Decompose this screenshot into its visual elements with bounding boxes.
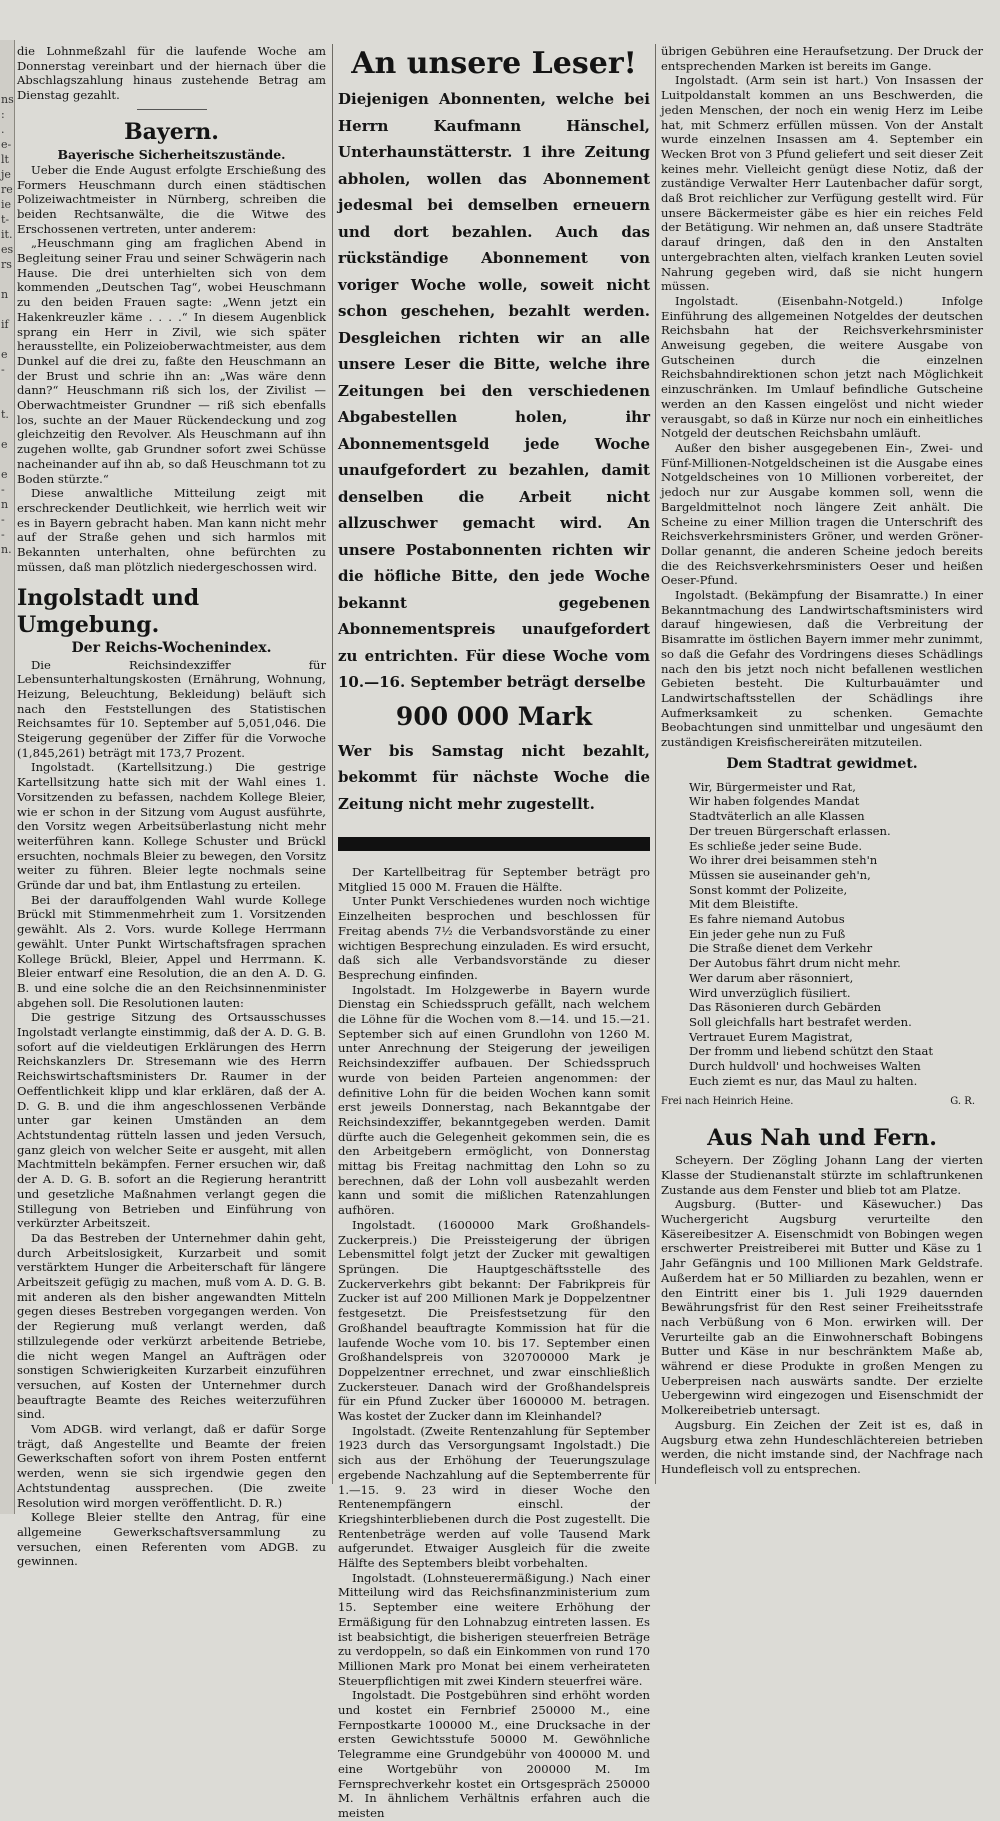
- appeal-title: An unsere Leser!: [351, 46, 637, 81]
- column-rule-1: [332, 44, 333, 1484]
- paragraph: Augsburg. Ein Zeichen der Zeit ist es, daß in Augsburg etwa zehn Hundeschlächtereien betrieben werden, die nicht imstande sind, der Nachfrage nach Hundefleisch voll zu entsprechen.: [661, 1417, 983, 1476]
- poem-line: Durch huldvoll' und hochweises Walten: [689, 1059, 921, 1074]
- poem-line: Wir haben folgendes Mandat: [689, 794, 860, 809]
- paragraph: Ingolstadt. (Zweite Rentenzahlung für September 1923 durch das Versorgungsamt Ingolstadt.) Die sich aus der Erhöhung der Teuerungszulage ergebende Nachzahlung auf die Septemberrente für 1.—15. 9. 23 wird in dieser Woche den Rentenempfängern einschl. der Kriegshinterbliebenen durch die Post zugestellt. Die Rentenbeträge werden auf volle Tausend Mark aufgerundet. Etwaiger Ausgleich für die zweite Hälfte des Septembers bleibt vorbehalten.: [338, 1423, 650, 1571]
- appeal-body: Diejenigen Abonnenten, welche bei Herrn Kaufmann Hänschel, Unterhaunstätterstr. 1 ihre Zeitung abholen, wollen das Abonnement jedesmal bei demselben erneuern und dort bezahlen. Auch das rückständige Abonnement von voriger Woche wolle, soweit nicht schon geschehen, bezahlt werden. Desgleichen richten wir an alle unsere Leser die Bitte, welche ihre Zeitungen bei den verschiedenen Abgabestellen holen, ihr Abonnementsgeld jede Woche unaufgefordert zu bezahlen, damit denselben die Arbeit nicht allzuschwer gemacht wird. An unsere Postabonnenten richten wir die höfliche Bitte, den jede Woche bekannt gegebenen Abonnementspreis unaufgefordert zu entrichten. Für diese Woche vom 10.—16. September beträgt derselbe: [338, 90, 650, 691]
- poem-line: Wo ihrer drei beisammen steh'n: [689, 853, 878, 868]
- paragraph: Ingolstadt. (Lohnsteuerermäßigung.) Nach einer Mitteilung wird das Reichsfinanzministerium zum 15. September eine weitere Erhöhung der Ermäßigung für den Lohnabzug eintreten lassen. Es ist beabsichtigt, die bisherigen steuerfreien Beträge zu verdoppeln, so daß ein Einkommen von rund 170 Millionen Mark pro Monat bei einem verheirateten Steuerpflichtigen mit zwei Kindern steuerfrei wäre.: [338, 1570, 650, 1688]
- poem-line: Mit dem Bleistifte.: [689, 897, 799, 912]
- paragraph: Unter Punkt Verschiedenes wurden noch wichtige Einzelheiten besprochen und beschlossen für Freitag abends 7½ die Verbandsvorstände zu einer wichtigen Besprechung einzuladen. Es wird ersucht, daß sich alle Verbandsvorstände zu dieser Besprechung einfinden.: [338, 894, 650, 982]
- paragraph: Ingolstadt. (Arm sein ist hart.) Von Insassen der Luitpoldanstalt kommen an uns Beschwerden, die jeden Menschen, der noch ein wenig Herz im Leibe hat, mit Schmerz erfüllen müssen. Von der Anstalt wurde einzelnen Insassen am 4. September ein Wecken Brot von 3 Pfund geliefert und seit dieser Zeit keines mehr. Vielleicht genügt diese Notiz, daß der zuständige Verwalter Herr Lautenbacher dafür sorgt, daß Brot reichlicher zur Verfügung gestellt wird. Für unsere Bäckermeister gäbe es hier ein reiches Feld der Betätigung. Wir nehmen an, daß unsere Stadträte darauf dringen, daß den in den Anstalten untergebrachten alten, vielfach kranken Leuten soviel Nahrung gegeben wird, daß sie nicht hungern müssen.: [661, 73, 983, 294]
- separator: [137, 109, 207, 110]
- black-rule: [338, 837, 650, 851]
- cut-off-characters: ns : . e- lt je re ie t- it. es rs n if e - t. e e - n - - n.: [1, 93, 14, 556]
- paragraph: Ingolstadt. Im Holzgewerbe in Bayern wurde Dienstag ein Schiedsspruch gefällt, nach welchem die Löhne für die Wochen vom 8.—14. und 15.—21. September sich auf einen Grundlohn von 1260 M. unter Anrechnung der Steigerung der jeweiligen Reichsindexziffer aufbauen. Der Schiedsspruch wurde von beiden Parteien angenommen: der definitive Lohn für die beiden Wochen kann somit erst jeweils Donnerstag, nach Bekanntgabe der Reichsindexziffer, bekanntgegeben werden. Damit dürfte auch die Gelegenheit gekommen sein, die es den Arbeitgebern ermöglicht, von Donnerstag mittag bis Freitag nachmittag den Lohn so zu berechnen, daß der Lohn voll ausbezahlt werden kann und somit die mißlichen Ratenzahlungen aufhören.: [338, 982, 650, 1218]
- paragraph: „Heuschmann ging am fraglichen Abend in Begleitung seiner Frau und seiner Schwägerin nach Hause. Die drei unterhielten sich von dem kommenden „Deutschen Tag“, wobei Heuschmann zu den beiden Frauen sagte: „Wenn jetzt ein Hakenkreuzler käme . . . .“ In diesem Augenblick sprang ein Herr in Zivil, wie sich später herausstellte, ein Polizeioberwachtmeister, aus dem Dunkel auf die drei zu, faßte den Heuschmann an der Brust und schrie ihn an: „Was wäre denn dann?“ Heuschmann riß sich los, der Zivilist — Oberwachtmeister Grundner — riß sich ebenfalls los, suchte an der Mauer Rückendeckung und zog gleichzeitig den Revolver. Als Heuschmann auf ihn zugehen wollte, gab Grundner sofort zwei Schüsse nacheinander auf ihn ab, so daß Heuschmann tot zu Boden stürzte.“: [17, 236, 326, 486]
- paragraph: Außer den bisher ausgegebenen Ein-, Zwei- und Fünf-Millionen-Notgeldscheinen ist die Ausgabe eines Notgeldscheines von 10 Millionen vorbereitet, der jedoch nur zur Ausgabe kommen soll, wenn die Bargeldmittelnot noch längere Zeit anhält. Die Scheine zu einer Million tragen die Unterschrift des Reichsverkehrsministers Gröner, und werden Gröner-Dollar genannt, die anderen Scheine jedoch bereits die des Reichsverkehrsministers Oeser und heißen Oeser-Pfund.: [661, 440, 983, 588]
- poem: [689, 780, 983, 1089]
- paragraph: Ingolstadt. (Kartellsitzung.) Die gestrige Kartellsitzung hatte sich mit der Wahl eines 1. Vorsitzenden zu befassen, nachdem Kollege Bleier, wie er schon in der Sitzung vom August ausführte, den Vorsitz wegen Arbeitsüberlastung nicht mehr weiterführen kann. Kollege Schuster und Brückl ersuchten, nochmals Bleier zu bewegen, den Vorsitz weiter zu führen. Bleier legte nochmals seine Gründe dar und bat, ihm Entlastung zu erteilen.: [17, 760, 326, 893]
- paragraph: Diese anwaltliche Mitteilung zeigt mit erschreckender Deutlichkeit, wie herrlich weit wir es in Bayern gebracht haben. Man kann nicht mehr auf der Straße gehen und sich harmlos mit Bekannten unterhalten, ohne befürchten zu müssen, daß man plötzlich niedergeschossen wird.: [17, 486, 326, 574]
- poem-line: Das Räsonieren durch Gebärden: [689, 1000, 882, 1015]
- paragraph: Augsburg. (Butter- und Käsewucher.) Das Wuchergericht Augsburg verurteilte den Käsereibesitzer A. Eisenschmidt von Bobingen wegen erschwerter Preistreiberei mit Butter und Käse zu 1 Jahr Gefängnis und 100 Millionen Mark Geldstrafe. Außerdem hat er 50 Milliarden zu bezahlen, wenn er den Eintritt einer bis 1. Juli 1929 dauernden Bewährungsfrist für den Rest seiner Freiheitsstrafe nach Verbüßung von 6 Mon. erwirken will. Der Verurteilte gab an die Einwohnerschaft Bobingens Butter und Käse in nur beschränktem Maße ab, während er diese Produkte in großen Mengen zu Ueberpreisen nach auswärts sandte. Der erzielte Uebergewinn wird eingezogen und Eisenschmidt der Molkereibetrieb untersagt.: [661, 1197, 983, 1418]
- poem-line: Müssen sie auseinander geh'n,: [689, 867, 871, 882]
- paragraph: Scheyern. Der Zögling Johann Lang der vierten Klasse der Studienanstalt stürzte im schlaftrunkenen Zustande aus dem Fenster und blieb tot am Platze.: [661, 1153, 983, 1197]
- poem-line: Wer darum aber räsonniert,: [689, 970, 854, 985]
- appeal-amount: 900 000 Mark: [395, 701, 593, 731]
- poem-credit: [661, 1095, 975, 1110]
- column-rule-2: [655, 44, 656, 1484]
- section-heading-bayern: Bayern.: [124, 118, 219, 145]
- column-right: [661, 44, 983, 1504]
- article-continuation: übrigen Gebühren eine Heraufsetzung. Der Druck der entsprechenden Marken ist bereits im Gange.: [661, 44, 983, 73]
- paragraph: Ingolstadt. Die Postgebühren sind erhöht worden und kostet ein Fernbrief 250000 M., eine Fernpostkarte 100000 M., eine Drucksache in der ersten Gewichtsstufe 50000 M. Gewöhnliche Telegramme eine Grundgebühr von 400000 M. und eine Wortgebühr von 200000 M. Im Fernsprechverkehr kostet ein Ortsgespräch 250000 M. In ähnlichem Verhältnis erfahren auch die meisten: [338, 1688, 650, 1820]
- article-heading: Bayerische Sicherheitszustände.: [57, 146, 286, 162]
- section-heading-aus-nah-und-fern: Aus Nah und Fern.: [707, 1125, 937, 1152]
- paragraph: Ueber die Ende August erfolgte Erschießung des Formers Heuschmann durch einen städtischen Polizeiwachtmeister in Nürnberg, schreiben die beiden Rechtsanwälte, die die Witwe des Erschossenen vertreten, unter anderem:: [17, 162, 326, 236]
- appeal-closing: Wer bis Samstag nicht bezahlt, bekommt für nächste Woche die Zeitung nicht mehr zugestellt.: [338, 741, 650, 813]
- section-heading-ingolstadt: Ingolstadt und Umgebung.: [17, 584, 200, 638]
- column-middle: [338, 44, 650, 1820]
- paragraph: Ingolstadt. (Eisenbahn-Notgeld.) Infolge Einführung des allgemeinen Notgeldes der deutschen Reichsbahn hat der Reichsverkehrsminister Anweisung gegeben, die weitere Ausgabe von Gutscheinen durch die einzelnen Reichsbahndirektionen schon jetzt nach Möglichkeit einzuschränken. Im Umlauf befindliche Gutscheine werden an den Kassen eingelöst und nicht wieder verausgabt, so daß in Kürze nur noch ein einheitliches Notgeld der deutschen Reichsbahn umläuft.: [661, 293, 983, 441]
- poem-line: Es fahre niemand Autobus: [689, 912, 845, 927]
- paragraph: Kollege Bleier stellte den Antrag, für eine allgemeine Gewerkschaftsversammlung zu versuchen, einen Referenten vom ADGB. zu gewinnen.: [17, 1510, 326, 1569]
- poem-line: Der Autobus fährt drum nicht mehr.: [689, 956, 901, 971]
- column-left: [17, 44, 326, 1569]
- article-heading: Der Reichs-Wochenindex.: [71, 639, 272, 656]
- credit-source: Frei nach Heinrich Heine.: [661, 1095, 794, 1107]
- poem-line: Euch ziemt es nur, das Maul zu halten.: [689, 1073, 918, 1088]
- poem-line: Der fromm und liebend schützt den Staat: [689, 1044, 934, 1059]
- poem-line: Es schließe jeder seine Bude.: [689, 838, 863, 853]
- paragraph: Die Reichsindexziffer für Lebensunterhaltungskosten (Ernährung, Wohnung, Heizung, Beleuchtung, Bekleidung) beläuft sich nach den Feststellungen des Statistischen Reichsamtes für 10. September auf 5,051,046. Die Steigerung gegenüber der Ziffer für die Vorwoche (1,845,261) beträgt mit 173,7 Prozent.: [17, 657, 326, 760]
- poem-line: Die Straße dienet dem Verkehr: [689, 941, 873, 956]
- neighbouring-page-edge: [0, 40, 15, 1514]
- poem-line: Wir, Bürgermeister und Rat,: [689, 779, 856, 794]
- poem-line: Vertrauet Eurem Magistrat,: [689, 1029, 853, 1044]
- poem-line: Stadtväterlich an alle Klassen: [689, 809, 865, 824]
- article-continuation: die Lohnmeßzahl für die laufende Woche am Donnerstag vereinbart und der hiernach über die Abschlagszahlung hinaus zustehende Betrag am Dienstag gezahlt.: [17, 44, 326, 103]
- paragraph: Ingolstadt. (Bekämpfung der Bisamratte.) In einer Bekanntmachung des Landwirtschaftsministers wird darauf hingewiesen, daß die Verbreitung der Bisamratte im östlichen Bayern immer mehr zunimmt, so daß die Gefahr des Vordringens dieses Schädlings nach den bis jetzt noch nicht befallenen westlichen Gebieten besteht. Die Kulturbauämter und Landwirtschaftsstellen der Schädlings ihre Aufmerksamkeit zu schenken. Gemachte Beobachtungen sind unmittelbar und ungesäumt den zuständigen Kreisfischereiräten mitzuteilen.: [661, 588, 983, 750]
- credit-initials: G. R.: [950, 1095, 975, 1107]
- paragraph: Bei der darauffolgenden Wahl wurde Kollege Brückl mit Stimmenmehrheit zum 1. Vorsitzenden gewählt. Als 2. Vors. wurde Kollege Herrmann gewählt. Unter Punkt Wirtschaftsfragen sprachen Kollege Brückl, Bleier, Appel und Herrmann. K. Bleier entwarf eine Resolution, die an den A. D. G. B. und eine solche die an den Reichsinnenminister abgehen soll. Die Resolutionen lauten:: [17, 892, 326, 1010]
- paragraph: Da das Bestreben der Unternehmer dahin geht, durch Arbeitslosigkeit, Kurzarbeit und somit verstärktem Hunger die Arbeiterschaft für längere Arbeitszeit gefügig zu machen, muß vom A. D. G. B. mit anderen als den bisher angewandten Mitteln gegen dieses Bestreben vorgegangen werden. Von der Regierung muß verlangt werden, daß stillzulegende oder verkürzt arbeitende Betriebe, die nicht wegen Mangel an Aufträgen oder sonstigen Schwierigkeiten Kurzarbeit einzuführen versuchen, auf Kosten der Unternehmer durch beauftragte Beamte des Reiches weiterzuführen sind.: [17, 1230, 326, 1422]
- poem-line: Ein jeder gehe nun zu Fuß: [689, 926, 846, 941]
- paragraph: Die gestrige Sitzung des Ortsausschusses Ingolstadt verlangte einstimmig, daß der A. D. G. B. sofort auf die vieldeutigen Erklärungen des Herrn Reichskanzlers Dr. Stresemann wie des Herrn Reichswirtschaftsministers Dr. Raumer in der Oeffentlichkeit klipp und klar erklären, daß der A. D. G. B. und die ihm angeschlossenen Verbände unter gar keinen Umständen an dem Achtstundentag rütteln lassen und jeden Versuch, ganz gleich von welcher Seite er ausgeht, mit allen Machtmitteln bekämpfen. Ferner ersuchen wir, daß der A. D. G. B. sofort an die Regierung herantritt und gesetzliche Maßnahmen verlangt gegen die Stillegung von Betrieben und Einführung von verkürzter Arbeitszeit.: [17, 1010, 326, 1231]
- poem-line: Soll gleichfalls hart bestrafet werden.: [689, 1015, 912, 1029]
- poem-line: Wird unverzüglich füsiliert.: [689, 985, 851, 1000]
- paragraph: Vom ADGB. wird verlangt, daß er dafür Sorge trägt, daß Angestellte und Beamte der freien Gewerkschaften sofort von ihrem Posten entfernt werden, wenn sie sich irgendwie gegen den Achtstundentag aussprechen. (Die zweite Resolution wird morgen veröffentlicht. D. R.): [17, 1422, 326, 1510]
- poem-heading: Dem Stadtrat gewidmet.: [726, 755, 918, 772]
- poem-line: Sonst kommt der Polizeite,: [689, 882, 848, 897]
- paragraph: Der Kartellbeitrag für September beträgt pro Mitglied 15 000 M. Frauen die Hälfte.: [338, 865, 650, 894]
- paragraph: Ingolstadt. (1600000 Mark Großhandels-Zuckerpreis.) Die Preissteigerung der übrigen Lebensmittel folgt jetzt der Zucker mit gewaltigen Sprüngen. Die Hauptgeschäftsstelle des Zuckerverkehrs gibt bekannt: Der Fabrikpreis für Zucker ist auf 200 Millionen Mark je Doppelzentner festgesetzt. Die Preisfestsetzung für den Großhandel beauftragte Kommission hat für die laufende Woche vom 10. bis 17. September einen Großhandelspreis von 320700000 Mark je Doppelzentner errechnet, und zwar einschließlich Zuckersteuer. Danach wird der Großhandelspreis für ein Pfund Zucker über 1600000 M. betragen. Was kostet der Zucker dann im Kleinhandel?: [338, 1217, 650, 1424]
- poem-line: Der treuen Bürgerschaft erlassen.: [689, 823, 891, 838]
